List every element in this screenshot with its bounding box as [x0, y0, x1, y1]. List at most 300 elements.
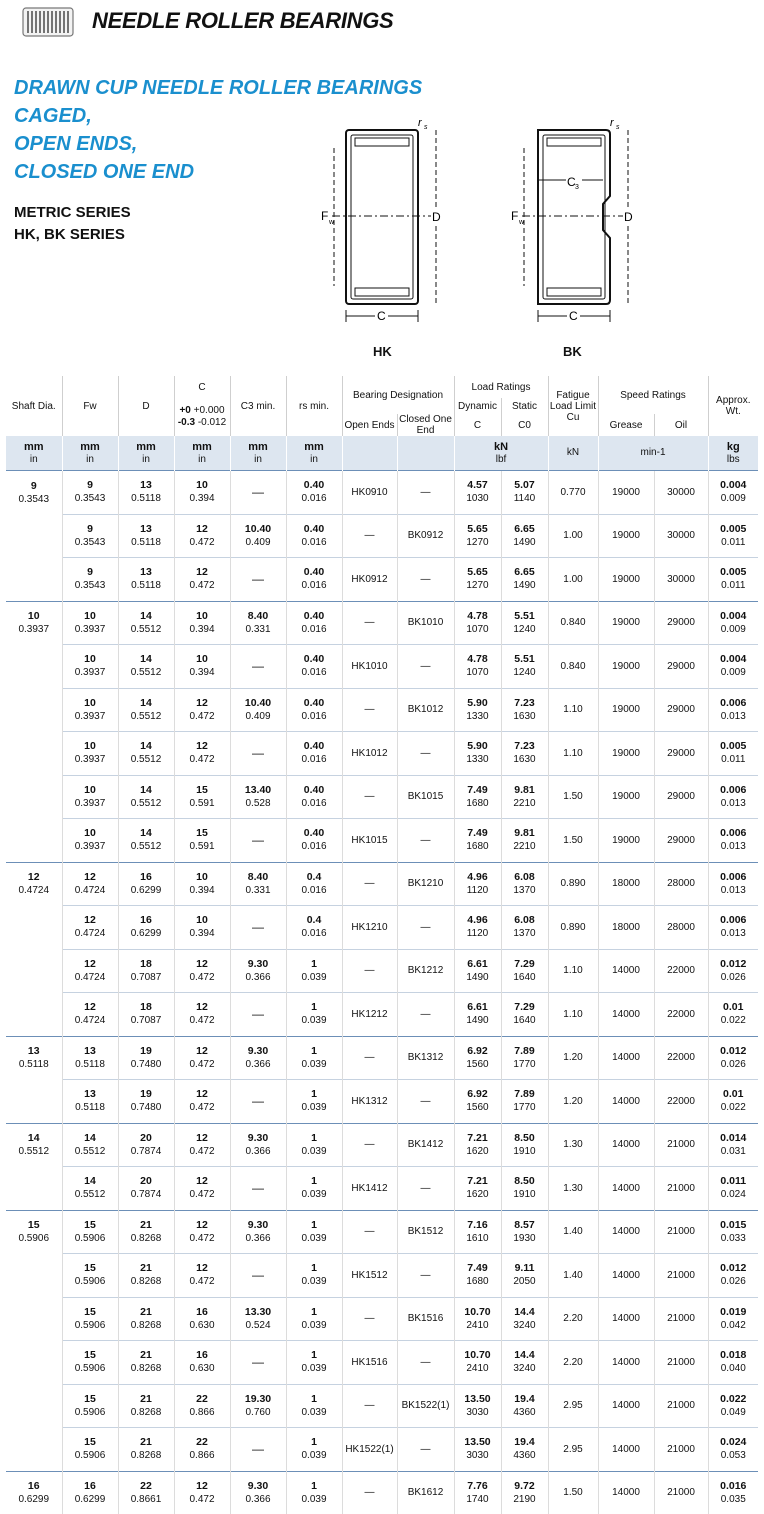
static-cell: 14.4 3240: [501, 1297, 548, 1341]
oil-cell: 21000: [654, 1254, 708, 1298]
c-cell: 10 0.394: [174, 471, 230, 515]
shaft-cell: [6, 819, 62, 863]
c-cell: 10 0.394: [174, 645, 230, 689]
shaft-cell: [6, 1080, 62, 1124]
closed-end-cell: —: [397, 906, 454, 950]
c-cell: 16 0.630: [174, 1341, 230, 1385]
open-ends-cell: HK1012: [342, 732, 397, 776]
fw-cell: 10 0.3937: [62, 601, 118, 645]
fw-cell: 10 0.3937: [62, 688, 118, 732]
oil-cell: 28000: [654, 862, 708, 906]
shaft-cell: 16 0.6299: [6, 1471, 62, 1514]
fatigue-label: Fatigue Load Limit: [549, 390, 598, 412]
open-ends-cell: HK1512: [342, 1254, 397, 1298]
dynamic-cell: 4.78 1070: [454, 645, 501, 689]
oil-cell: 29000: [654, 601, 708, 645]
fatigue-symbol: Cu: [549, 412, 598, 423]
weight-cell: 0.006 0.013: [708, 775, 758, 819]
c-cell: 12 0.472: [174, 688, 230, 732]
table-row: [6, 906, 758, 950]
d-cell: 19 0.7480: [118, 1080, 174, 1124]
static-cell: 9.81 2210: [501, 819, 548, 863]
weight-cell: 0.012 0.026: [708, 949, 758, 993]
units-row: [6, 436, 758, 471]
oil-cell: 21000: [654, 1471, 708, 1514]
grease-cell: 14000: [598, 1167, 654, 1211]
table-row: [6, 1341, 758, 1385]
closed-end-cell: —: [397, 1428, 454, 1472]
rs-cell: 1 0.039: [286, 1384, 342, 1428]
table-row: [6, 1080, 758, 1124]
c-label: C: [377, 309, 386, 323]
grease-cell: 14000: [598, 1341, 654, 1385]
fw-cell: 10 0.3937: [62, 819, 118, 863]
rs-cell: 0.40 0.016: [286, 558, 342, 602]
rs-cell: 0.40 0.016: [286, 732, 342, 776]
subtitle-line: CLOSED ONE END: [14, 158, 434, 186]
fatigue-cell: 1.20: [548, 1036, 598, 1080]
open-ends-cell: HK1015: [342, 819, 397, 863]
closed-end-cell: —: [397, 645, 454, 689]
grease-cell: 14000: [598, 1210, 654, 1254]
closed-end-cell: —: [397, 558, 454, 602]
open-ends-cell: HK1212: [342, 993, 397, 1037]
grease-cell: 14000: [598, 1080, 654, 1124]
c-cell: 12 0.472: [174, 514, 230, 558]
page-title: NEEDLE ROLLER BEARINGS: [92, 8, 393, 34]
c-cell: 15 0.591: [174, 775, 230, 819]
dynamic-cell: 4.96 1120: [454, 862, 501, 906]
col-load: Load Ratings: [454, 376, 548, 398]
d-cell: 13 0.5118: [118, 558, 174, 602]
weight-cell: 0.01 0.022: [708, 1080, 758, 1124]
static-cell: 5.07 1140: [501, 471, 548, 515]
c3-cell: —: [230, 558, 286, 602]
fatigue-cell: 1.20: [548, 1080, 598, 1124]
c3-cell: —: [230, 732, 286, 776]
dynamic-cell: 4.57 1030: [454, 471, 501, 515]
shaft-cell: [6, 1341, 62, 1385]
grease-cell: 14000: [598, 1297, 654, 1341]
oil-cell: 29000: [654, 645, 708, 689]
c-cell: 12 0.472: [174, 949, 230, 993]
c-cell: 12 0.472: [174, 732, 230, 776]
weight-cell: 0.005 0.011: [708, 732, 758, 776]
needle-bearing-logo-icon: [22, 6, 74, 38]
static-cell: 14.4 3240: [501, 1341, 548, 1385]
c-tol-upper: +0 +0.000: [175, 405, 230, 417]
static-cell: 6.08 1370: [501, 862, 548, 906]
open-ends-cell: HK1412: [342, 1167, 397, 1211]
grease-cell: 14000: [598, 1123, 654, 1167]
oil-cell: 30000: [654, 558, 708, 602]
d-cell: 22 0.8661: [118, 1471, 174, 1514]
dynamic-cell: 7.49 1680: [454, 1254, 501, 1298]
grease-cell: 19000: [598, 471, 654, 515]
unit-cell: kN: [548, 436, 598, 471]
d-cell: 21 0.8268: [118, 1297, 174, 1341]
table-row: [6, 993, 758, 1037]
fatigue-cell: 1.10: [548, 688, 598, 732]
static-cell: 19.4 4360: [501, 1428, 548, 1472]
rs-cell: 1 0.039: [286, 1036, 342, 1080]
series-line: METRIC SERIES: [14, 202, 131, 224]
rs-cell: 1 0.039: [286, 1341, 342, 1385]
static-cell: 8.50 1910: [501, 1167, 548, 1211]
fw-cell: 15 0.5906: [62, 1341, 118, 1385]
static-cell: 7.29 1640: [501, 993, 548, 1037]
hk-bearing-diagram: [312, 112, 462, 327]
closed-end-cell: —: [397, 1167, 454, 1211]
unit-cell: mm in: [6, 436, 62, 471]
dynamic-cell: 6.92 1560: [454, 1080, 501, 1124]
closed-end-cell: BK1516: [397, 1297, 454, 1341]
dynamic-cell: 4.96 1120: [454, 906, 501, 950]
open-ends-cell: HK0910: [342, 471, 397, 515]
unit-cell: kN lbf: [454, 436, 548, 471]
d-cell: 20 0.7874: [118, 1167, 174, 1211]
rs-cell: 0.40 0.016: [286, 645, 342, 689]
fatigue-cell: 1.30: [548, 1167, 598, 1211]
open-ends-cell: HK1522(1): [342, 1428, 397, 1472]
grease-cell: 19000: [598, 645, 654, 689]
closed-end-cell: BK1012: [397, 688, 454, 732]
table-row: [6, 1210, 758, 1254]
fatigue-cell: 1.40: [548, 1210, 598, 1254]
c3-cell: —: [230, 1254, 286, 1298]
c3-cell: 19.30 0.760: [230, 1384, 286, 1428]
fatigue-cell: 2.20: [548, 1341, 598, 1385]
oil-cell: 22000: [654, 1080, 708, 1124]
dynamic-cell: 6.61 1490: [454, 993, 501, 1037]
rs-cell: 0.40 0.016: [286, 819, 342, 863]
open-ends-cell: —: [342, 949, 397, 993]
closed-end-cell: —: [397, 471, 454, 515]
weight-cell: 0.012 0.026: [708, 1036, 758, 1080]
closed-end-cell: —: [397, 1080, 454, 1124]
unit-cell: mm in: [230, 436, 286, 471]
rs-cell: 1 0.039: [286, 1254, 342, 1298]
closed-end-cell: BK0912: [397, 514, 454, 558]
grease-cell: 14000: [598, 1428, 654, 1472]
oil-cell: 21000: [654, 1428, 708, 1472]
oil-cell: 29000: [654, 732, 708, 776]
table-row: [6, 1297, 758, 1341]
fatigue-cell: 2.95: [548, 1428, 598, 1472]
fw-cell: 13 0.5118: [62, 1036, 118, 1080]
page-header: [0, 0, 764, 44]
static-cell: 9.81 2210: [501, 775, 548, 819]
rs-cell: 1 0.039: [286, 1210, 342, 1254]
c3-cell: —: [230, 906, 286, 950]
weight-cell: 0.01 0.022: [708, 993, 758, 1037]
fw-cell: 9 0.3543: [62, 558, 118, 602]
shaft-cell: [6, 688, 62, 732]
dynamic-cell: 7.49 1680: [454, 775, 501, 819]
col-dynamic: Dynamic: [454, 398, 501, 414]
unit-cell: min-1: [598, 436, 708, 471]
weight-cell: 0.019 0.042: [708, 1297, 758, 1341]
c-cell: 12 0.472: [174, 1123, 230, 1167]
fatigue-cell: 1.50: [548, 1471, 598, 1514]
weight-cell: 0.014 0.031: [708, 1123, 758, 1167]
col-rs: rs min.: [286, 376, 342, 436]
fw-label: F: [321, 209, 328, 223]
open-ends-cell: HK1312: [342, 1080, 397, 1124]
c3-cell: 9.30 0.366: [230, 1471, 286, 1514]
unit-cell: mm in: [174, 436, 230, 471]
dynamic-cell: 5.65 1270: [454, 514, 501, 558]
c-cell: 12 0.472: [174, 558, 230, 602]
rs-cell: 1 0.039: [286, 993, 342, 1037]
table-body: [6, 471, 758, 1514]
open-ends-cell: HK1010: [342, 645, 397, 689]
d-cell: 14 0.5512: [118, 601, 174, 645]
weight-cell: 0.006 0.013: [708, 906, 758, 950]
oil-cell: 21000: [654, 1123, 708, 1167]
shaft-cell: [6, 1297, 62, 1341]
fatigue-cell: 0.840: [548, 645, 598, 689]
col-d: D: [118, 376, 174, 436]
d-cell: 14 0.5512: [118, 819, 174, 863]
c3-cell: —: [230, 1341, 286, 1385]
d-cell: 18 0.7087: [118, 993, 174, 1037]
dynamic-cell: 5.90 1330: [454, 732, 501, 776]
closed-end-cell: BK1212: [397, 949, 454, 993]
grease-cell: 19000: [598, 819, 654, 863]
c3-cell: 10.40 0.409: [230, 514, 286, 558]
col-static: Static: [501, 398, 548, 414]
weight-cell: 0.004 0.009: [708, 601, 758, 645]
table-row: [6, 1254, 758, 1298]
hk-figure-label: HK: [373, 344, 392, 359]
c-label: C: [569, 309, 578, 323]
table-row: [6, 819, 758, 863]
fw-sub-label: w: [328, 219, 335, 226]
closed-end-cell: BK1210: [397, 862, 454, 906]
oil-cell: 21000: [654, 1384, 708, 1428]
static-cell: 7.29 1640: [501, 949, 548, 993]
closed-end-cell: BK1015: [397, 775, 454, 819]
fw-cell: 15 0.5906: [62, 1428, 118, 1472]
col-c-tolerance: [174, 398, 230, 436]
unit-cell: mm in: [62, 436, 118, 471]
static-cell: 6.08 1370: [501, 906, 548, 950]
dynamic-cell: 6.61 1490: [454, 949, 501, 993]
d-cell: 14 0.5512: [118, 732, 174, 776]
col-stat-symbol: C0: [501, 414, 548, 436]
table-row: [6, 1036, 758, 1080]
grease-cell: 14000: [598, 949, 654, 993]
bk-bearing-diagram: [502, 112, 652, 327]
static-cell: 7.89 1770: [501, 1080, 548, 1124]
oil-cell: 21000: [654, 1297, 708, 1341]
c-cell: 12 0.472: [174, 1036, 230, 1080]
open-ends-cell: —: [342, 1123, 397, 1167]
oil-cell: 29000: [654, 775, 708, 819]
c3-cell: 9.30 0.366: [230, 949, 286, 993]
grease-cell: 14000: [598, 1254, 654, 1298]
oil-cell: 21000: [654, 1210, 708, 1254]
d-label: D: [432, 210, 441, 224]
table-row: [6, 1384, 758, 1428]
d-cell: 14 0.5512: [118, 645, 174, 689]
open-ends-cell: —: [342, 1036, 397, 1080]
unit-cell: [397, 436, 454, 471]
d-cell: 21 0.8268: [118, 1341, 174, 1385]
unit-cell: kg lbs: [708, 436, 758, 471]
dynamic-cell: 7.16 1610: [454, 1210, 501, 1254]
oil-cell: 29000: [654, 819, 708, 863]
weight-cell: 0.018 0.040: [708, 1341, 758, 1385]
fw-cell: 12 0.4724: [62, 862, 118, 906]
col-oil: Oil: [654, 414, 708, 436]
shaft-cell: [6, 732, 62, 776]
open-ends-cell: HK1210: [342, 906, 397, 950]
static-cell: 8.57 1930: [501, 1210, 548, 1254]
col-designation: Bearing Designation: [342, 376, 454, 414]
c-cell: 22 0.866: [174, 1384, 230, 1428]
fatigue-cell: 1.00: [548, 558, 598, 602]
rs-label: r: [610, 117, 615, 129]
dynamic-cell: 10.70 2410: [454, 1297, 501, 1341]
c-cell: 12 0.472: [174, 993, 230, 1037]
oil-cell: 22000: [654, 949, 708, 993]
fatigue-cell: 0.890: [548, 906, 598, 950]
grease-cell: 19000: [598, 514, 654, 558]
shaft-cell: 9 0.3543: [6, 471, 62, 515]
open-ends-cell: —: [342, 514, 397, 558]
grease-cell: 19000: [598, 601, 654, 645]
dynamic-cell: 13.50 3030: [454, 1384, 501, 1428]
d-label: D: [624, 210, 633, 224]
c3-label: C: [567, 175, 576, 189]
col-weight: Approx. Wt.: [708, 376, 758, 436]
fw-cell: 9 0.3543: [62, 514, 118, 558]
d-cell: 13 0.5118: [118, 471, 174, 515]
fatigue-cell: 1.10: [548, 732, 598, 776]
d-cell: 14 0.5512: [118, 688, 174, 732]
grease-cell: 14000: [598, 1036, 654, 1080]
fatigue-cell: 1.40: [548, 1254, 598, 1298]
d-cell: 21 0.8268: [118, 1210, 174, 1254]
shaft-cell: [6, 1254, 62, 1298]
dynamic-cell: 10.70 2410: [454, 1341, 501, 1385]
shaft-cell: [6, 993, 62, 1037]
c3-cell: 9.30 0.366: [230, 1210, 286, 1254]
c3-cell: 8.40 0.331: [230, 862, 286, 906]
table-row: [6, 688, 758, 732]
oil-cell: 22000: [654, 993, 708, 1037]
rs-sub-label: s: [616, 124, 620, 131]
open-ends-cell: HK0912: [342, 558, 397, 602]
weight-cell: 0.022 0.049: [708, 1384, 758, 1428]
d-cell: 21 0.8268: [118, 1384, 174, 1428]
table-row: [6, 862, 758, 906]
fatigue-cell: 1.50: [548, 775, 598, 819]
table-row: [6, 1428, 758, 1472]
shaft-cell: 14 0.5512: [6, 1123, 62, 1167]
col-c: C: [174, 376, 230, 398]
rs-cell: 0.40 0.016: [286, 601, 342, 645]
grease-cell: 19000: [598, 558, 654, 602]
shaft-cell: [6, 949, 62, 993]
c-cell: 10 0.394: [174, 862, 230, 906]
fatigue-cell: 1.10: [548, 949, 598, 993]
rs-cell: 0.40 0.016: [286, 514, 342, 558]
rs-cell: 0.4 0.016: [286, 862, 342, 906]
grease-cell: 14000: [598, 1471, 654, 1514]
static-cell: 9.72 2190: [501, 1471, 548, 1514]
fatigue-cell: 1.50: [548, 819, 598, 863]
series-line: HK, BK SERIES: [14, 224, 131, 246]
c-cell: 12 0.472: [174, 1210, 230, 1254]
shaft-cell: 13 0.5118: [6, 1036, 62, 1080]
shaft-cell: [6, 558, 62, 602]
grease-cell: 19000: [598, 688, 654, 732]
shaft-cell: 15 0.5906: [6, 1210, 62, 1254]
shaft-cell: [6, 645, 62, 689]
c3-cell: —: [230, 471, 286, 515]
shaft-cell: [6, 1428, 62, 1472]
closed-end-cell: BK1412: [397, 1123, 454, 1167]
table-row: [6, 601, 758, 645]
fw-cell: 12 0.4724: [62, 993, 118, 1037]
table-row: [6, 1167, 758, 1211]
bk-figure-label: BK: [563, 344, 582, 359]
col-grease: Grease: [598, 414, 654, 436]
weight-cell: 0.006 0.013: [708, 688, 758, 732]
rs-cell: 0.40 0.016: [286, 471, 342, 515]
d-cell: 20 0.7874: [118, 1123, 174, 1167]
grease-cell: 14000: [598, 993, 654, 1037]
c3-cell: 8.40 0.331: [230, 601, 286, 645]
static-cell: 8.50 1910: [501, 1123, 548, 1167]
c-cell: 10 0.394: [174, 906, 230, 950]
d-cell: 21 0.8268: [118, 1428, 174, 1472]
grease-cell: 19000: [598, 775, 654, 819]
fatigue-cell: 2.95: [548, 1384, 598, 1428]
fw-cell: 15 0.5906: [62, 1384, 118, 1428]
c3-cell: 10.40 0.409: [230, 688, 286, 732]
dynamic-cell: 7.21 1620: [454, 1123, 501, 1167]
fw-cell: 15 0.5906: [62, 1297, 118, 1341]
oil-cell: 21000: [654, 1167, 708, 1211]
fw-cell: 12 0.4724: [62, 906, 118, 950]
shaft-cell: [6, 1384, 62, 1428]
table-row: [6, 949, 758, 993]
col-speed: Speed Ratings: [598, 376, 708, 414]
dynamic-cell: 6.92 1560: [454, 1036, 501, 1080]
subtitle-line: DRAWN CUP NEEDLE ROLLER BEARINGS: [14, 74, 434, 102]
open-ends-cell: —: [342, 1297, 397, 1341]
static-cell: 6.65 1490: [501, 514, 548, 558]
table-row: [6, 558, 758, 602]
dynamic-cell: 7.76 1740: [454, 1471, 501, 1514]
fw-cell: 15 0.5906: [62, 1210, 118, 1254]
rs-cell: 0.40 0.016: [286, 688, 342, 732]
closed-end-cell: BK1522(1): [397, 1384, 454, 1428]
closed-end-cell: —: [397, 732, 454, 776]
fw-label: F: [511, 209, 518, 223]
rs-cell: 1 0.039: [286, 1428, 342, 1472]
table-row: [6, 1123, 758, 1167]
c-cell: 12 0.472: [174, 1471, 230, 1514]
open-ends-cell: —: [342, 1471, 397, 1514]
open-ends-cell: —: [342, 688, 397, 732]
static-cell: 9.11 2050: [501, 1254, 548, 1298]
fw-cell: 13 0.5118: [62, 1080, 118, 1124]
